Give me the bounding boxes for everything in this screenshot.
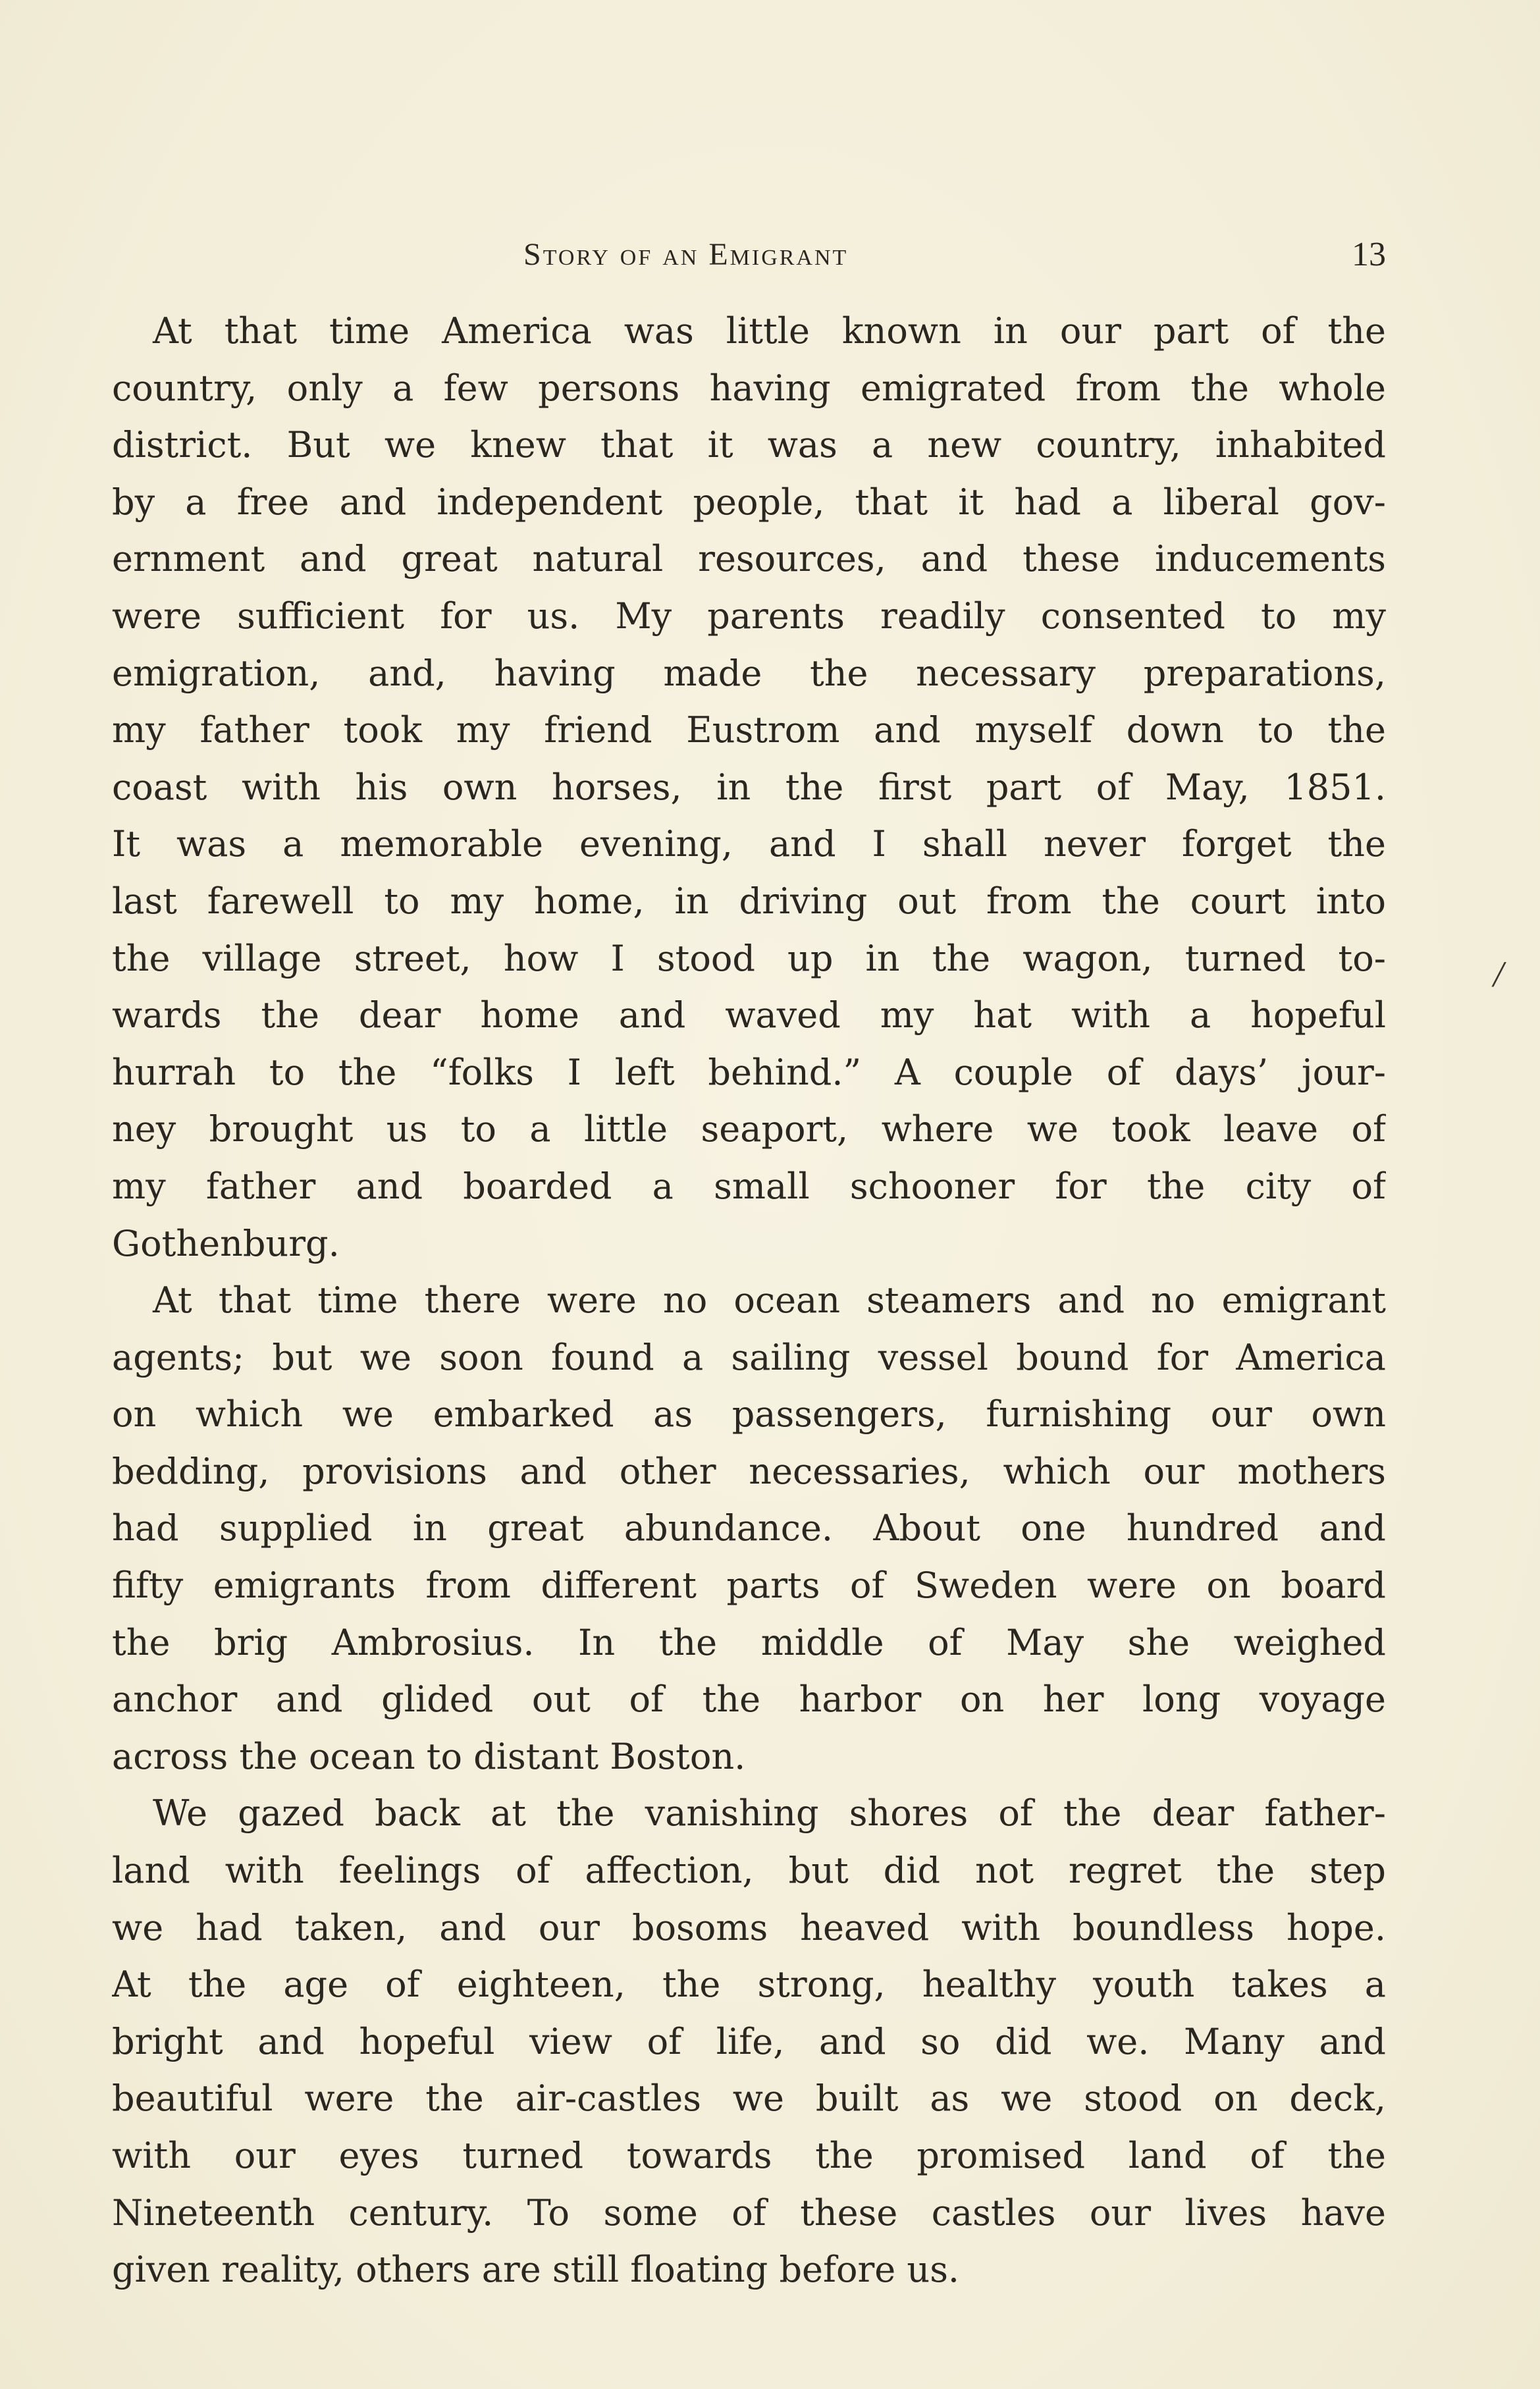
text-line: we had taken, and our bosoms heaved with boundless hope. <box>112 1906 1386 1948</box>
text-line: were sufficient for us. My parents readily consented to my <box>112 595 1386 637</box>
text-line: emigration, and, having made the necessary preparations, <box>112 652 1386 694</box>
text-line: fifty emigrants from different parts of Sweden were on board <box>112 1565 1386 1607</box>
text-line: It was a memorable evening, and I shall never forget the <box>112 823 1386 865</box>
text-line: last farewell to my home, in driving out from the court into <box>112 880 1386 922</box>
text-line: district. But we knew that it was a new country, inhabited <box>112 424 1386 466</box>
text-line: had supplied in great abundance. About one hundred and <box>112 1507 1386 1549</box>
text-line: the village street, how I stood up in the wagon, turned to- <box>112 937 1386 979</box>
text-line: At that time America was little known in our part of the <box>153 310 1386 352</box>
text-line: beautiful were the air-castles we built as we stood on deck, <box>112 2078 1386 2120</box>
text-line: with our eyes turned towards the promised land of the <box>112 2135 1386 2176</box>
text-line: Nineteenth century. To some of these castles our lives have <box>112 2191 1386 2234</box>
text-line: bright and hopeful view of life, and so did we. Many and <box>112 2020 1386 2062</box>
text-line: Gothenburg. <box>112 1222 340 1264</box>
text-line: on which we embarked as passengers, furnishing our own <box>112 1393 1386 1436</box>
text-line: ernment and great natural resources, and these inducements <box>112 538 1386 580</box>
body-text <box>112 303 1386 2299</box>
text-line: ney brought us to a little seaport, where we took leave of <box>112 1108 1386 1150</box>
text-line: given reality, others are still floating before us. <box>112 2249 960 2291</box>
text-line: the brig Ambrosius. In the middle of May she weighed <box>112 1621 1386 1663</box>
page-number: 13 <box>1352 236 1386 273</box>
text-line: hurrah to the “folks I left behind.” A couple of days’ jour- <box>112 1051 1386 1093</box>
text-line: my father took my friend Eustrom and myself down to the <box>112 709 1386 751</box>
text-line: by a free and independent people, that it had a liberal gov- <box>112 481 1386 523</box>
text-line: coast with his own horses, in the first part of May, 1851. <box>112 766 1386 808</box>
running-title: Story of an Emigrant <box>523 237 849 272</box>
text-line: bedding, provisions and other necessaries, which our mothers <box>112 1450 1386 1492</box>
text-line: We gazed back at the vanishing shores of the dear father- <box>153 1792 1386 1835</box>
text-line: country, only a few persons having emigrated from the whole <box>112 367 1386 409</box>
margin-mark: / <box>1493 954 1504 995</box>
page-header <box>112 232 1386 278</box>
text-line: my father and boarded a small schooner for the city of <box>112 1165 1386 1207</box>
text-line: across the ocean to distant Boston. <box>112 1735 746 1777</box>
text-line: wards the dear home and waved my hat with a hopeful <box>112 994 1386 1036</box>
text-line: At that time there were no ocean steamers and no emigrant <box>153 1279 1386 1322</box>
text-line: anchor and glided out of the harbor on her long voyage <box>112 1678 1386 1721</box>
text-line: land with feelings of affection, but did not regret the step <box>112 1850 1386 1892</box>
text-line: At the age of eighteen, the strong, healthy youth takes a <box>112 1964 1386 2006</box>
text-line: agents; but we soon found a sailing vessel bound for America <box>112 1336 1386 1378</box>
